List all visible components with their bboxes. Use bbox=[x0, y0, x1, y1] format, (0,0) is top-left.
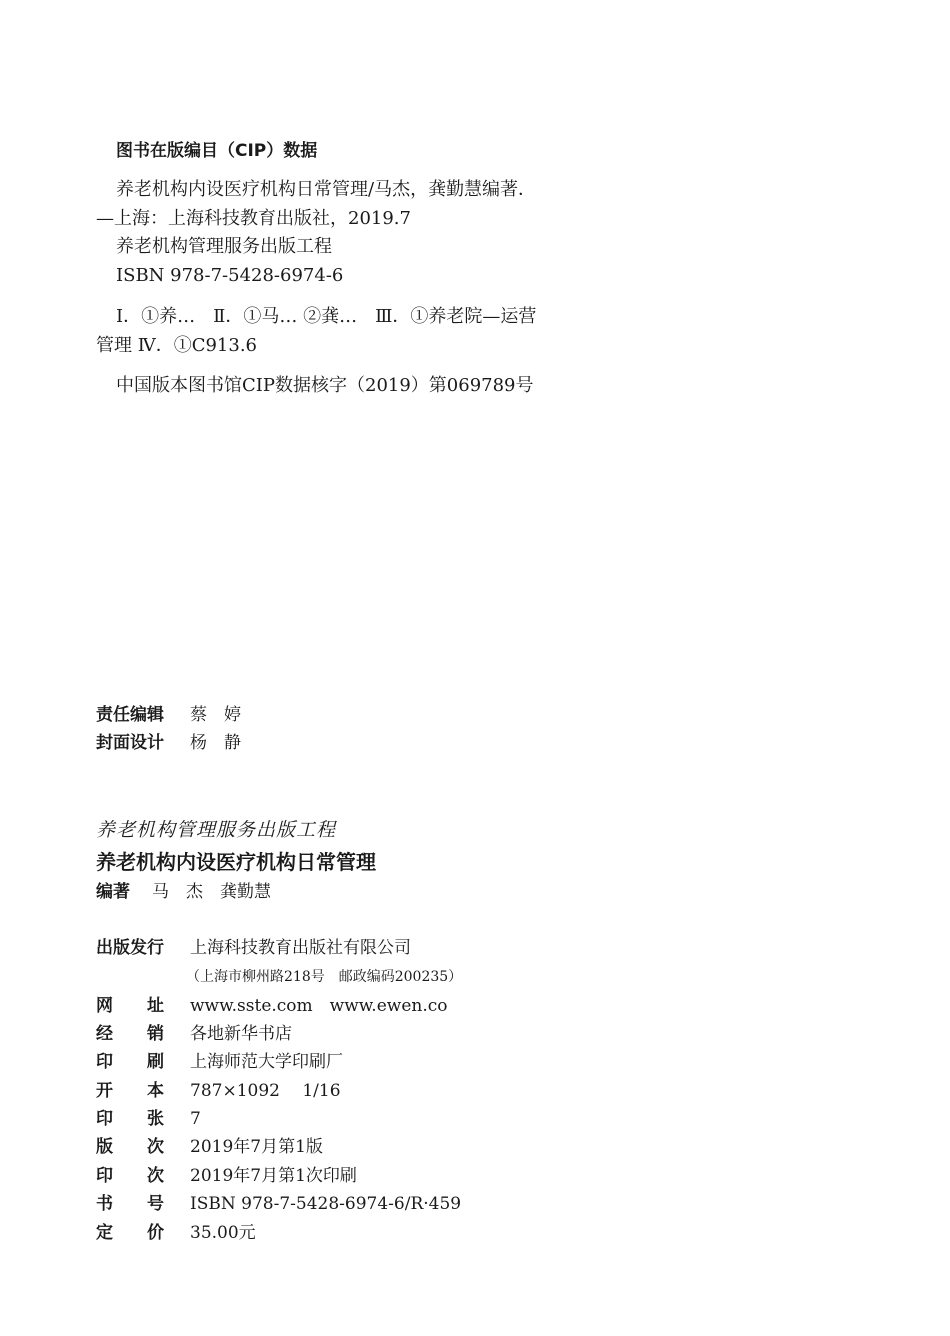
credit-label-cover: 封面设计 bbox=[96, 733, 164, 753]
credit-label-editor: 责任编辑 bbox=[96, 705, 164, 725]
format-value: 787×1092 1/16 bbox=[190, 1081, 341, 1101]
edition-value: 2019年7月第1版 bbox=[190, 1137, 323, 1157]
cip-line-title: 养老机构内设医疗机构日常管理/马杰，龚勤慧编著． bbox=[116, 179, 537, 200]
credit-value-editor: 蔡 婷 bbox=[190, 705, 241, 725]
website-value: www.sste.com www.ewen.co bbox=[190, 996, 448, 1016]
distributor-label: 经 销 bbox=[96, 1024, 164, 1044]
book-title: 养老机构内设医疗机构日常管理 bbox=[96, 850, 376, 874]
series-name: 养老机构管理服务出版工程 bbox=[96, 819, 337, 841]
cip-line-subjects: Ⅰ．①养… Ⅱ．①马… ②龚… Ⅲ．①养老院—运营 bbox=[116, 306, 537, 327]
publisher-value: 上海科技教育出版社有限公司 bbox=[190, 938, 411, 958]
printing-value: 2019年7月第1次印刷 bbox=[190, 1166, 357, 1186]
price-value: 35.00元 bbox=[190, 1223, 256, 1243]
publisher-address: （上海市柳州路218号 邮政编码200235） bbox=[186, 969, 463, 985]
printing-label: 印 次 bbox=[96, 1166, 164, 1186]
publisher-label: 出版发行 bbox=[96, 938, 164, 958]
author-value: 马 杰 龚勤慧 bbox=[152, 882, 271, 902]
cip-line-publisher: —上海：上海科技教育出版社，2019.7 bbox=[96, 208, 411, 229]
edition-label: 版 次 bbox=[96, 1137, 164, 1157]
cip-line-isbn: ISBN 978-7-5428-6974-6 bbox=[116, 265, 344, 286]
sheets-label: 印 张 bbox=[96, 1109, 164, 1129]
credit-value-cover: 杨 静 bbox=[190, 733, 241, 753]
printer-label: 印 刷 bbox=[96, 1052, 164, 1072]
website-label: 网 址 bbox=[96, 996, 164, 1016]
cip-line-classification: 管理 Ⅳ．①C913.6 bbox=[96, 335, 258, 356]
sheets-value: 7 bbox=[190, 1109, 201, 1129]
cip-heading: 图书在版编目（CIP）数据 bbox=[116, 141, 318, 161]
format-label: 开 本 bbox=[96, 1081, 164, 1101]
printer-value: 上海师范大学印刷厂 bbox=[190, 1052, 343, 1072]
author-label: 编著 bbox=[96, 882, 130, 902]
distributor-value: 各地新华书店 bbox=[190, 1024, 292, 1044]
price-label: 定 价 bbox=[96, 1223, 164, 1243]
cip-line-series: 养老机构管理服务出版工程 bbox=[116, 236, 332, 257]
book-number-label: 书 号 bbox=[96, 1194, 164, 1214]
cip-line-record-number: 中国版本图书馆CIP数据核字（2019）第069789号 bbox=[116, 375, 534, 396]
book-number-value: ISBN 978-7-5428-6974-6/R·459 bbox=[190, 1194, 462, 1214]
